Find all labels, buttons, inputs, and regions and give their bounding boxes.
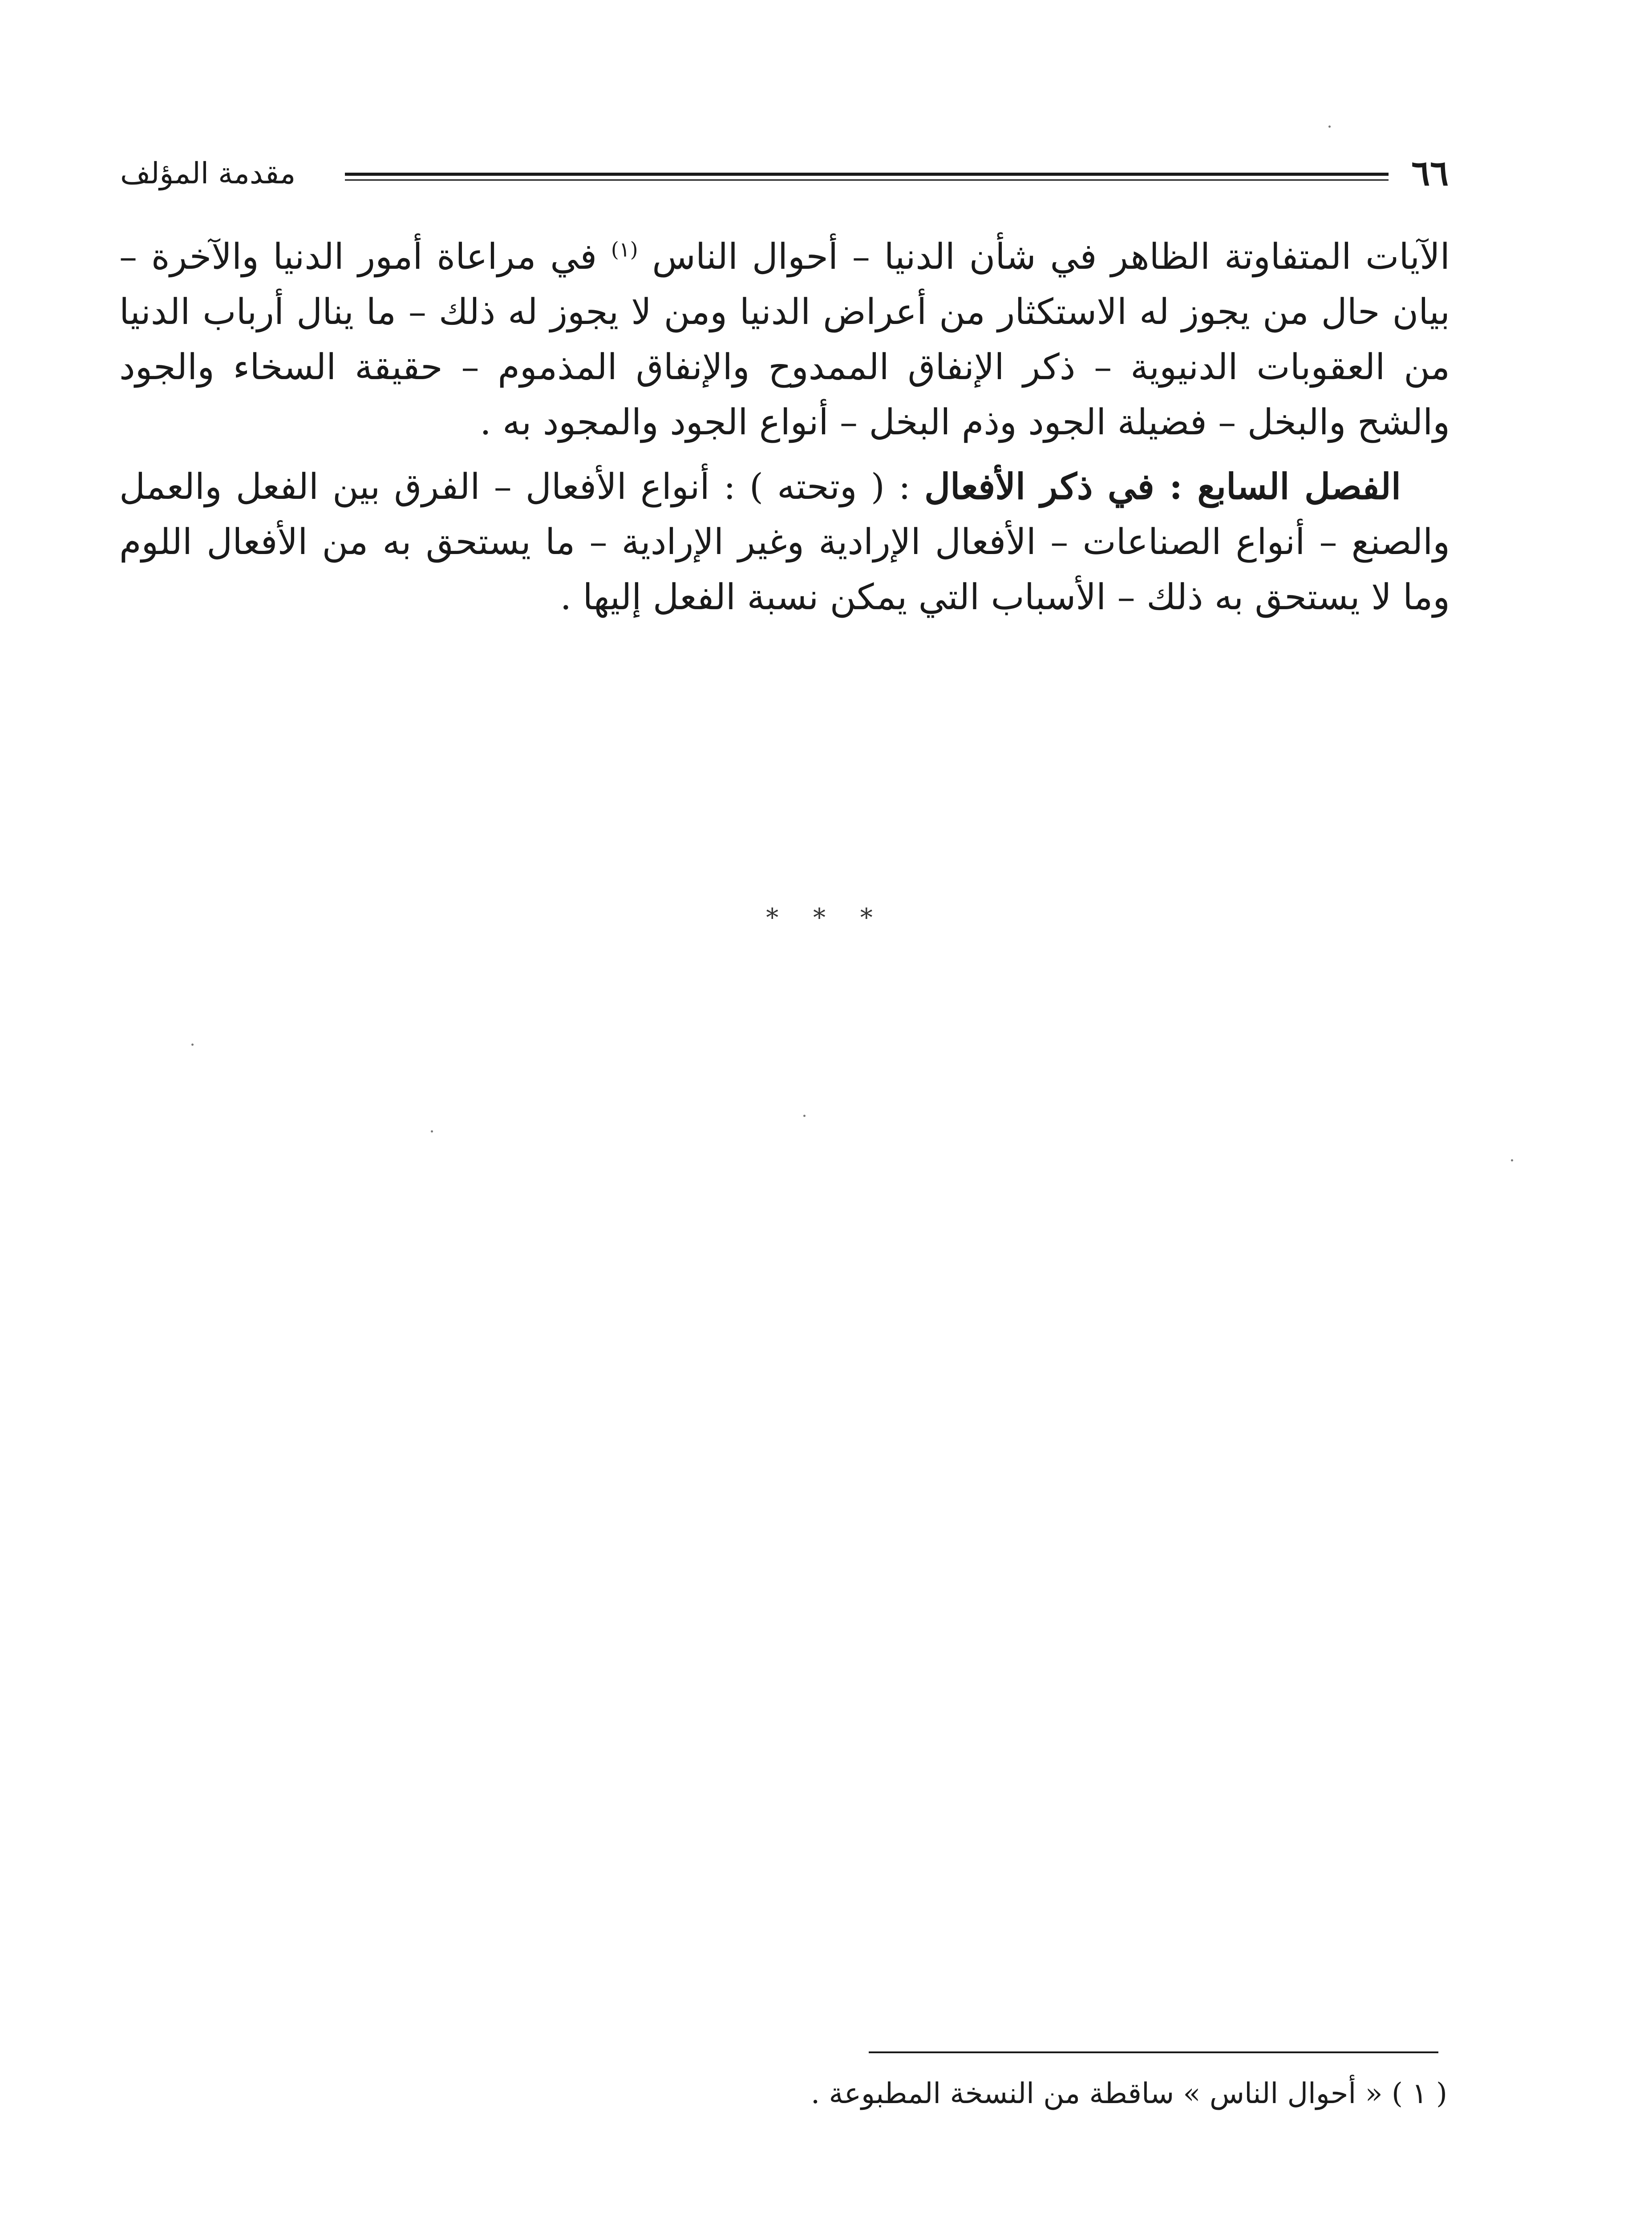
paragraph-1 (119, 229, 1450, 450)
header-double-rule (345, 173, 1389, 181)
chapter-bracket-label: : ( وتحته ) : (709, 466, 924, 507)
page-number: ٦٦ (1411, 153, 1449, 194)
running-title: مقدمة المؤلف (120, 156, 296, 190)
paragraph-1-text-b: في مراعاة أمور الدنيا والآخرة – بيان حال من يجوز له الاستكثار من أعراض الدنيا ومن لا يجوز له ذلك – ما ينال أرباب الدنيا من العقوبات الدنيوية – ذكر الإنفاق الممدوح والإنفاق المذموم – حقيقة السخاء والجود والشح والبخل – فضيلة الجود وذم البخل – أنواع الجود والمجود به . (119, 236, 1450, 443)
section-break-asterisks: * * * (766, 903, 886, 932)
scan-speck (191, 1044, 194, 1046)
running-header (120, 154, 1449, 194)
paragraph-2 (119, 459, 1450, 625)
scan-speck (803, 1115, 806, 1117)
main-text (119, 229, 1450, 625)
footnote-separator (869, 2051, 1438, 2053)
chapter-heading: الفصل السابع : في ذكر الأفعال (924, 465, 1401, 507)
paragraph-1-text-a: الآيات المتفاوتة الظاهر في شأن الدنيا – أحوال الناس (652, 236, 1450, 277)
footnote-1: ( ١ ) « أحوال الناس » ساقطة من النسخة المطبوعة . (810, 2077, 1447, 2110)
scan-speck (431, 1130, 433, 1133)
scan-speck (1511, 1159, 1513, 1161)
paragraph-2-text: أنواع الأفعال – الفرق بين الفعل والعمل والصنع – أنواع الصناعات – الأفعال الإرادية وغير الإرادية – ما يستحق به من الأفعال اللوم وما لا يستحق به ذلك – الأسباب التي يمكن نسبة الفعل إليها . (119, 466, 1450, 618)
footnote-reference[interactable]: (١) (611, 237, 638, 262)
scan-speck (1328, 125, 1331, 128)
